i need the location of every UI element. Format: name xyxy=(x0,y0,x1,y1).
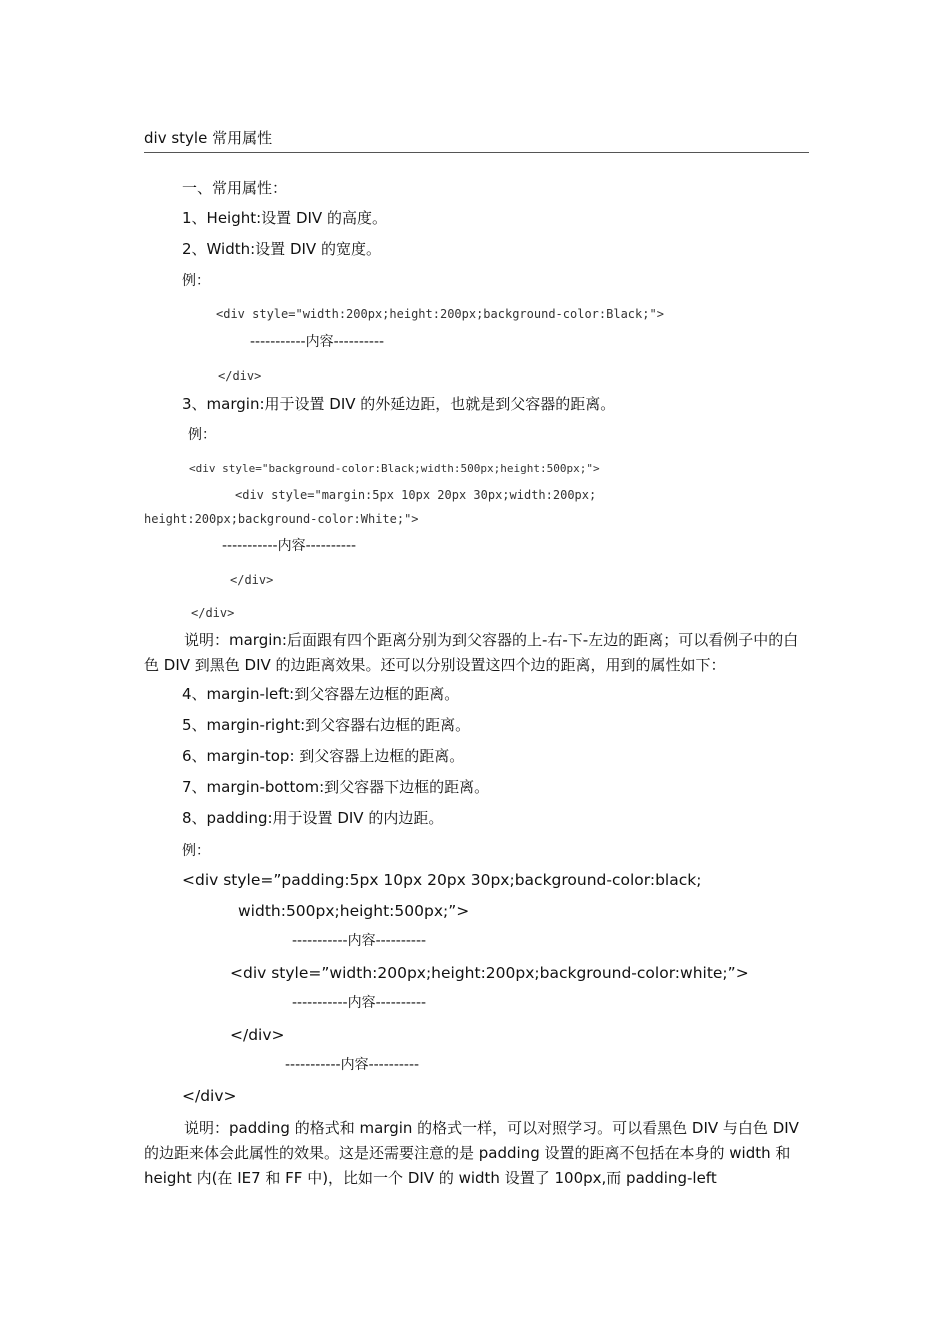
example-label: 例： xyxy=(182,273,210,289)
title-underline xyxy=(144,152,809,153)
item-margin-top: 6、margin-top: 到父容器上边框的距离。 xyxy=(182,747,465,765)
code-line: <div style="background-color:Black;width:500px;height:500px;"> xyxy=(189,462,600,475)
code-line: </div> xyxy=(218,369,262,383)
padding-note-paragraph: 说明：padding 的格式和 margin 的格式一样，可以对照学习。可以看黑色 DIV 与白色 DIV 的边距来体会此属性的效果。这是还需要注意的是 padding 设置的距离不包括在本身的 width 和 height 内(在 IE7 和 FF 中)，比如一个 DIV 的 width 设置了 100px,而 padding-left xyxy=(144,1119,799,1187)
example-label: 例： xyxy=(188,427,216,443)
margin-note-paragraph: 说明：margin:后面跟有四个距离分别为到父容器的上-右-下-左边的距离；可以看例子中的白色 DIV 到黑色 DIV 的边距离效果。还可以分别设置这四个边的距离，用到的属性如下： xyxy=(144,631,799,674)
code-line: <div style=”width:200px;height:200px;background-color:white;”> xyxy=(230,964,749,982)
code-line: -----------内容---------- xyxy=(250,334,385,350)
item-margin: 3、margin:用于设置 DIV 的外延边距，也就是到父容器的距离。 xyxy=(182,395,616,413)
section-heading: 一、常用属性： xyxy=(182,179,288,197)
code-line: </div> xyxy=(191,606,235,620)
code-line: </div> xyxy=(230,1026,285,1044)
item-height: 1、Height:设置 DIV 的高度。 xyxy=(182,209,387,227)
code-line: </div> xyxy=(230,573,274,587)
code-line: -----------内容---------- xyxy=(292,995,427,1011)
item-width: 2、Width:设置 DIV 的宽度。 xyxy=(182,240,381,258)
code-line: <div style="margin:5px 10px 20px 30px;width:200px; xyxy=(235,488,597,502)
code-line: -----------内容---------- xyxy=(285,1057,420,1073)
code-line: </div> xyxy=(182,1087,237,1105)
code-line: width:500px;height:500px;”> xyxy=(238,902,470,920)
example-label: 例： xyxy=(182,843,210,859)
item-margin-left: 4、margin-left:到父容器左边框的距离。 xyxy=(182,685,460,703)
code-line: -----------内容---------- xyxy=(292,933,427,949)
code-line: -----------内容---------- xyxy=(222,538,357,554)
code-line: <div style=”padding:5px 10px 20px 30px;background-color:black; xyxy=(182,871,702,889)
code-line: <div style="width:200px;height:200px;background-color:Black;"> xyxy=(216,307,664,321)
item-padding: 8、padding:用于设置 DIV 的内边距。 xyxy=(182,809,444,827)
item-margin-bottom: 7、margin-bottom:到父容器下边框的距离。 xyxy=(182,778,490,796)
item-margin-right: 5、margin-right:到父容器右边框的距离。 xyxy=(182,716,471,734)
code-line: height:200px;background-color:White;"> xyxy=(144,512,419,526)
document-title: div style 常用属性 xyxy=(144,129,273,147)
